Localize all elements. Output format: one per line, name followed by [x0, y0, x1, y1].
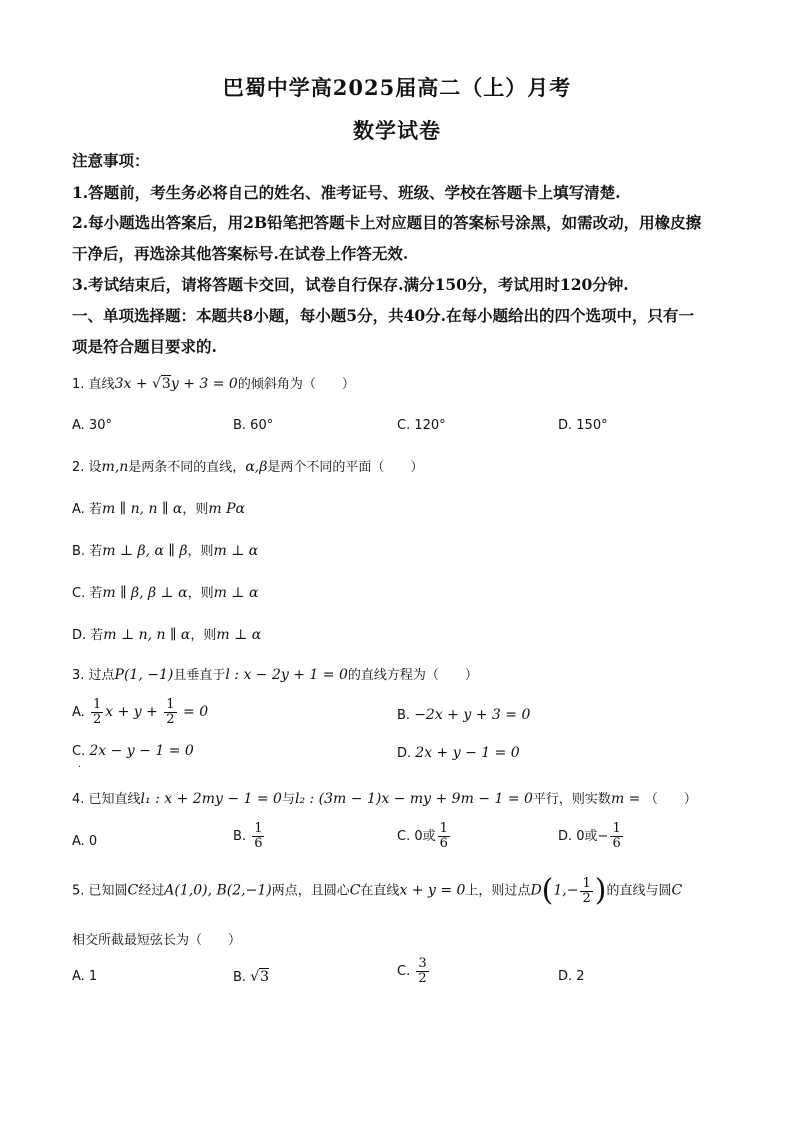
q3-c-eq: 2x − y − 1 = 0	[89, 743, 194, 759]
notes-heading: 注意事项：	[72, 151, 150, 170]
section-1-line1: 一、单项选择题：本题共8小题，每小题5分，共40分.在每小题给出的四个选项中，只有一	[72, 306, 695, 325]
section-1-line2: 项是符合题目要求的.	[72, 337, 217, 356]
q3-point: P(1, −1)	[114, 667, 174, 683]
q3-a-frac1	[91, 698, 103, 727]
q2-c-pre: C. 若	[72, 586, 103, 601]
q5-c-num: 3	[418, 956, 427, 971]
q4-c-frac	[438, 822, 450, 851]
q4-l2: l₂ : (3m − 1)x − my + 9m − 1 = 0	[294, 791, 533, 807]
q2-c-mid: ，则	[187, 586, 214, 601]
q4-l1: l₁ : x + 2my − 1 = 0	[140, 791, 282, 807]
q4-post2: （ ）	[644, 792, 697, 807]
q1-post1: 的	[237, 377, 251, 392]
q2-option-a[interactable]	[72, 500, 245, 519]
q5-c-den: 2	[418, 971, 427, 986]
q2-option-c[interactable]	[72, 584, 258, 603]
q5-points: A(1,0), B(2,−1)	[164, 882, 272, 899]
q5-d-den: 2	[582, 890, 591, 906]
note-1: 1.答题前，考生务必将自己的姓名、准考证号、班级、学校在答题卡上填写清楚.	[72, 183, 621, 202]
question-4	[72, 790, 697, 809]
q5-b-label: B.	[233, 970, 247, 985]
q2-option-d[interactable]	[72, 626, 261, 645]
q2-b-mid: ，则	[187, 544, 214, 559]
q2-a-pre: A. 若	[72, 502, 102, 517]
q1-pre: 直线	[88, 377, 115, 392]
q5-c1: C	[127, 882, 139, 899]
q2-d-pre: D. 若	[72, 628, 104, 643]
q3-option-b[interactable]	[397, 706, 530, 725]
note-2-line1: 2.每小题选出答案后，用2B铅笔把答题卡上对应题目的答案标号涂黑，如需改动，用橡皮擦	[72, 213, 702, 232]
q5-b-sqrt: 3	[260, 969, 270, 985]
q4-option-c[interactable]	[397, 822, 452, 851]
q4-post1: 平行，则实数	[532, 792, 611, 807]
q2-post: 是两个不同的平面（ ）	[267, 460, 424, 475]
q3-d-eq: 2x + y − 1 = 0	[415, 745, 520, 761]
q2-a-res: m Pα	[208, 501, 245, 517]
q3-b-eq: −2x + y + 3 = 0	[414, 707, 531, 723]
q1-option-a[interactable]: A. 30°	[72, 418, 112, 433]
q1-post2: 倾斜角为（ ）	[250, 377, 355, 392]
q3-d-label: D.	[397, 746, 412, 761]
q4-var: m =	[610, 791, 645, 807]
q1-eq-b: y + 3 = 0	[170, 376, 238, 392]
q3-mid: 且垂直于	[173, 668, 226, 683]
q2-mn: m,n	[101, 459, 129, 475]
q3-post: 的直线方程为（ ）	[347, 668, 478, 683]
q4-option-b[interactable]	[233, 822, 266, 851]
q1-number: 1.	[72, 377, 85, 392]
q3-a-frac2	[164, 698, 176, 727]
q3-option-a[interactable]	[72, 698, 208, 727]
q5-t5: 的直线与圆	[606, 883, 672, 899]
q5-option-d[interactable]: D. 2	[558, 969, 585, 984]
q3-c-label: C.	[72, 744, 86, 759]
question-5: 5. 已知圆C经过A(1,0), B(2,−1)两点，且圆心C在直线x + y = 0上，则过点D(1,− $\frac{1}{2}$ )的直线与圆C	[72, 873, 683, 908]
q3-a-frac2-num: 1	[166, 697, 175, 712]
note-2-line2: 干净后，再选涂其他答案标号.在试卷上作答无效.	[72, 244, 409, 263]
q2-d-res: m ⊥ α	[216, 627, 262, 643]
q4-d-num: 1	[612, 821, 621, 836]
q4-c-den: 6	[439, 836, 448, 851]
q3-b-label: B.	[397, 708, 411, 723]
q5-c3: C	[671, 882, 683, 899]
q4-d-frac	[610, 822, 622, 851]
q5-pre: 5. 已知圆	[72, 883, 128, 899]
q4-c-label: C. 0或	[397, 829, 436, 844]
q2-d-math: m ⊥ n, n ∥ α	[103, 627, 191, 643]
q2-b-res: m ⊥ α	[213, 543, 259, 559]
question-2	[72, 458, 423, 477]
q3-pre: 3. 过点	[72, 668, 115, 683]
q5-t4: 上，则过点	[465, 883, 531, 899]
q5-c-label: C.	[397, 964, 411, 979]
q3-a-frac1-num: 1	[92, 697, 102, 712]
q5-option-c[interactable]	[397, 957, 431, 986]
q1-eq-a: 3x +	[114, 376, 152, 392]
q3-line: l : x − 2y + 1 = 0	[225, 667, 348, 683]
q5-option-a[interactable]: A. 1	[72, 969, 98, 984]
q5-t2: 两点，且圆心	[271, 883, 350, 899]
q5-option-b[interactable]: B. √3	[233, 969, 270, 985]
q5-line: x + y = 0	[399, 882, 466, 899]
q2-a-mid: ，则	[182, 502, 209, 517]
q4-b-num: 1	[254, 821, 263, 836]
q5-point-d-a: 1,−	[553, 882, 579, 899]
q4-c-num: 1	[439, 821, 448, 836]
q5-c2: C	[349, 882, 361, 899]
q4-d-den: 6	[612, 836, 621, 851]
q1-sqrt: 3	[161, 376, 171, 392]
q4-b-label: B.	[233, 829, 247, 844]
q3-c-dot: .	[78, 759, 82, 770]
note-3: 3.考试结束后，请将答题卡交回，试卷自行保存.满分150分，考试用时120分钟.	[72, 275, 629, 294]
q1-option-b[interactable]: B. 60°	[233, 418, 274, 433]
q3-a-frac2-den: 2	[166, 712, 175, 727]
q4-option-a[interactable]: A. 0	[72, 834, 98, 849]
q2-c-math: m ∥ β, β ⊥ α	[102, 585, 188, 601]
q2-d-mid: ，则	[190, 628, 217, 643]
exam-title: 巴蜀中学高2025届高二（上）月考	[222, 75, 572, 100]
q5-d-num: 1	[582, 875, 591, 891]
q3-option-c[interactable]	[72, 742, 194, 761]
q2-ab: α,β	[245, 459, 268, 475]
q2-mid: 是两条不同的直线，	[128, 460, 246, 475]
q4-d-label: D. 0或−	[558, 829, 609, 844]
q3-a-end: = 0	[178, 704, 209, 720]
q2-option-b[interactable]	[72, 542, 258, 561]
q2-pre: 2. 设	[72, 460, 102, 475]
q3-a-mid: x + y +	[105, 704, 163, 720]
q2-a-math: m ∥ n, n ∥ α	[101, 501, 183, 517]
q5-point-d: D	[530, 882, 542, 899]
q1-option-d[interactable]: D. 150°	[558, 418, 608, 433]
q5-t1: 经过	[138, 883, 165, 899]
question-3	[72, 666, 478, 685]
q5-t3: 在直线	[360, 883, 400, 899]
q2-b-pre: B. 若	[72, 544, 103, 559]
question-1: 1. 直线3x + √3y + 3 = 0的倾斜角为（ ）	[72, 376, 355, 392]
q4-b-den: 6	[254, 836, 263, 851]
q3-a-label: A.	[72, 705, 85, 720]
q4-b-frac	[252, 822, 264, 851]
q2-c-res: m ⊥ α	[213, 585, 259, 601]
q5-c-frac	[416, 957, 428, 986]
q2-b-math: m ⊥ β, α ∥ β	[102, 543, 188, 559]
q5-line2: 相交所截最短弦长为（ ）	[72, 933, 242, 948]
exam-subtitle: 数学试卷	[353, 118, 441, 143]
q1-option-c[interactable]: C. 120°	[397, 418, 446, 433]
q4-mid: 与	[281, 792, 295, 807]
q3-option-d[interactable]	[397, 744, 520, 763]
q4-option-d[interactable]	[558, 822, 625, 851]
q4-pre: 4. 已知直线	[72, 792, 141, 807]
q5-point-d-frac	[580, 877, 592, 906]
q3-a-frac1-den: 2	[92, 712, 102, 727]
